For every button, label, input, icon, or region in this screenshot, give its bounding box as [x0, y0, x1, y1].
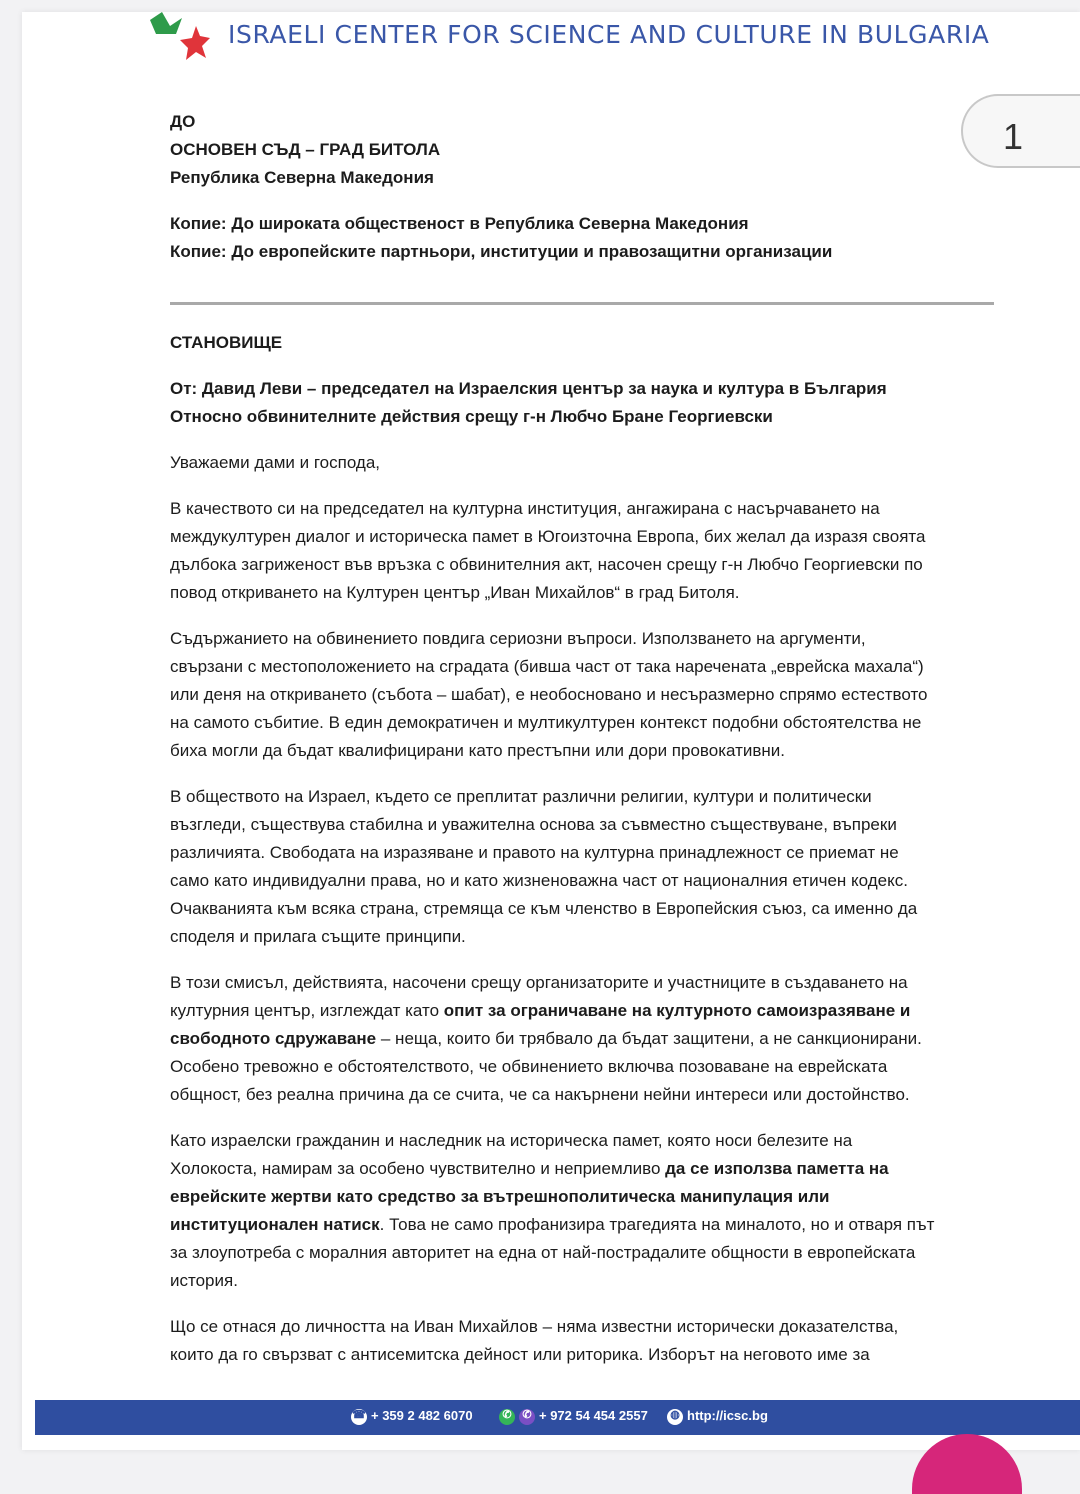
page-number-indicator: [961, 94, 1080, 168]
page-number: 1: [1003, 116, 1024, 157]
letter-body: [170, 108, 1000, 1369]
text-line: Що се отнася до личността на Иван Михайлов – няма известни исторически доказателства,: [170, 1317, 899, 1336]
text-line: биха могли да бъдат квалифицирани като престъпни или дори провокативни.: [170, 741, 786, 760]
text-line: които да го свързват с антисемитска дейност или риторика. Изборът на неговото име за: [170, 1345, 870, 1364]
text-line: В качеството си на председател на културна институция, ангажирана с насърчаването на: [170, 499, 880, 518]
footer-website[interactable]: [667, 1408, 768, 1425]
footer-phone-bg[interactable]: [351, 1408, 473, 1425]
text-line: [170, 997, 1000, 1025]
text-line: свързани с местоположението на сградата (бивша част от така наречената „еврейска махала“): [170, 657, 924, 676]
text-line: В обществото на Израел, където се преплитат различни религии, култури и политически: [170, 787, 872, 806]
text-line: за злоупотреба с моралния авторитет на една от най-пострадалите общности в европейската: [170, 1243, 916, 1262]
paragraph-2: [170, 625, 1000, 765]
address-line-court: ОСНОВЕН СЪД – ГРАД БИТОЛА: [170, 140, 441, 159]
text-line: Като израелски гражданин и наследник на историческа памет, която носи белезите на: [170, 1131, 853, 1150]
address-line-to: ДО: [170, 112, 196, 131]
from-line: От: Давид Леви – председател на Израелския център за наука и култура в България: [170, 379, 887, 398]
text-line: възгледи, съществува стабилна и уважителна основа за съвместно съществуване, въпреки: [170, 815, 897, 834]
text-run: културния център, изглеждат като: [170, 1001, 444, 1020]
emphasis-text: свободното сдружаване: [170, 1029, 377, 1048]
paragraph-5: [170, 1127, 1000, 1295]
text-line: междукултурен диалог и историческа памет в Югоизточна Европа, бих желал да изразя своята: [170, 527, 926, 546]
text-line: повод откриването на Културен център „Иван Михайлов“ в град Битоля.: [170, 583, 740, 602]
viber-icon: ✆: [519, 1409, 535, 1425]
text-line: или деня на откриването (събота – шабат), е необосновано и несъразмерно спрямо естеството: [170, 685, 928, 704]
text-line: [170, 1155, 1000, 1183]
globe-icon: ◍: [667, 1409, 683, 1425]
text-line: В този смисъл, действията, насочени срещу организаторите и участниците в създаването на: [170, 973, 908, 992]
paragraph-4: [170, 969, 1000, 1109]
organization-title: ISRAELI CENTER FOR SCIENCE AND CULTURE IN BULGARIA: [228, 20, 990, 49]
text-line: история.: [170, 1271, 238, 1290]
text-line: Особено тревожно е обстоятелството, че обвинението включва позоваване на еврейската: [170, 1057, 888, 1076]
document-heading: СТАНОВИЩЕ: [170, 333, 283, 352]
emphasis-text: институционален натиск: [170, 1215, 380, 1234]
copy-line-public: Копие: До широката общественост в Република Северна Македония: [170, 214, 749, 233]
regarding-line: Относно обвинителните действия срещу г-н Любчо Бране Георгиевски: [170, 407, 773, 426]
address-line-country: Република Северна Македония: [170, 168, 434, 187]
text-line: Очакванията към всяка страна, стремяща се към членство в Европейския съюз, са именно да: [170, 899, 918, 918]
whatsapp-icon: ✆: [499, 1409, 515, 1425]
star-logo-icon: [148, 12, 212, 78]
text-line: споделя и прилага същите принципи.: [170, 927, 466, 946]
document-page: [22, 12, 1080, 1450]
text-line: Съдържанието на обвинението повдига сериозни въпроси. Използването на аргументи,: [170, 629, 866, 648]
text-run: – неща, които би трябвало да бъдат защитени, а не санкционирани.: [376, 1029, 922, 1048]
phone-icon: ☎: [351, 1409, 367, 1425]
text-line: различията. Свободата на изразяване и правото на културна принадлежност се приемат не: [170, 843, 899, 862]
greeting: Уважаеми дами и господа,: [170, 453, 380, 472]
website-text: http://icsc.bg: [687, 1408, 768, 1423]
phone-bg-text: + 359 2 482 6070: [371, 1408, 473, 1423]
paragraph-6: [170, 1313, 1000, 1369]
phone-il-text: + 972 54 454 2557: [539, 1408, 648, 1423]
text-line: [170, 1025, 1000, 1053]
divider: [170, 302, 994, 305]
footer-phone-il[interactable]: [499, 1408, 648, 1425]
text-line: само като индивидуални права, но и като жизненоважна част от националния етичен кодекс.: [170, 871, 908, 890]
contact-footer: [35, 1400, 1080, 1435]
paragraph-3: [170, 783, 1000, 951]
emphasis-text: опит за ограничаване на културното самоизразяване и: [443, 1001, 911, 1020]
text-run: . Това не само профанизира трагедията на миналото, но и отваря път: [379, 1215, 935, 1234]
text-line: дълбока загриженост във връзка с обвинителния акт, насочен срещу г-н Любчо Георгиевски по: [170, 555, 923, 574]
paragraph-1: [170, 495, 1000, 607]
text-line: еврейските жертви като средство за вътрешнополитическа манипулация или: [170, 1187, 830, 1206]
emphasis-text: да се използва паметта на: [665, 1159, 889, 1178]
text-run: Холокоста, намирам за особено чувствително и неприемливо: [170, 1159, 666, 1178]
text-line: [170, 1211, 1000, 1239]
text-line: общност, без реална причина да се счита, че са накърнени нейни интереси или достойнство.: [170, 1085, 910, 1104]
copy-line-partners: Копие: До европейските партньори, институции и правозащитни организации: [170, 242, 833, 261]
text-line: на самото събитие. В един демократичен и мултикултурен контекст подобни обстоятелства не: [170, 713, 922, 732]
